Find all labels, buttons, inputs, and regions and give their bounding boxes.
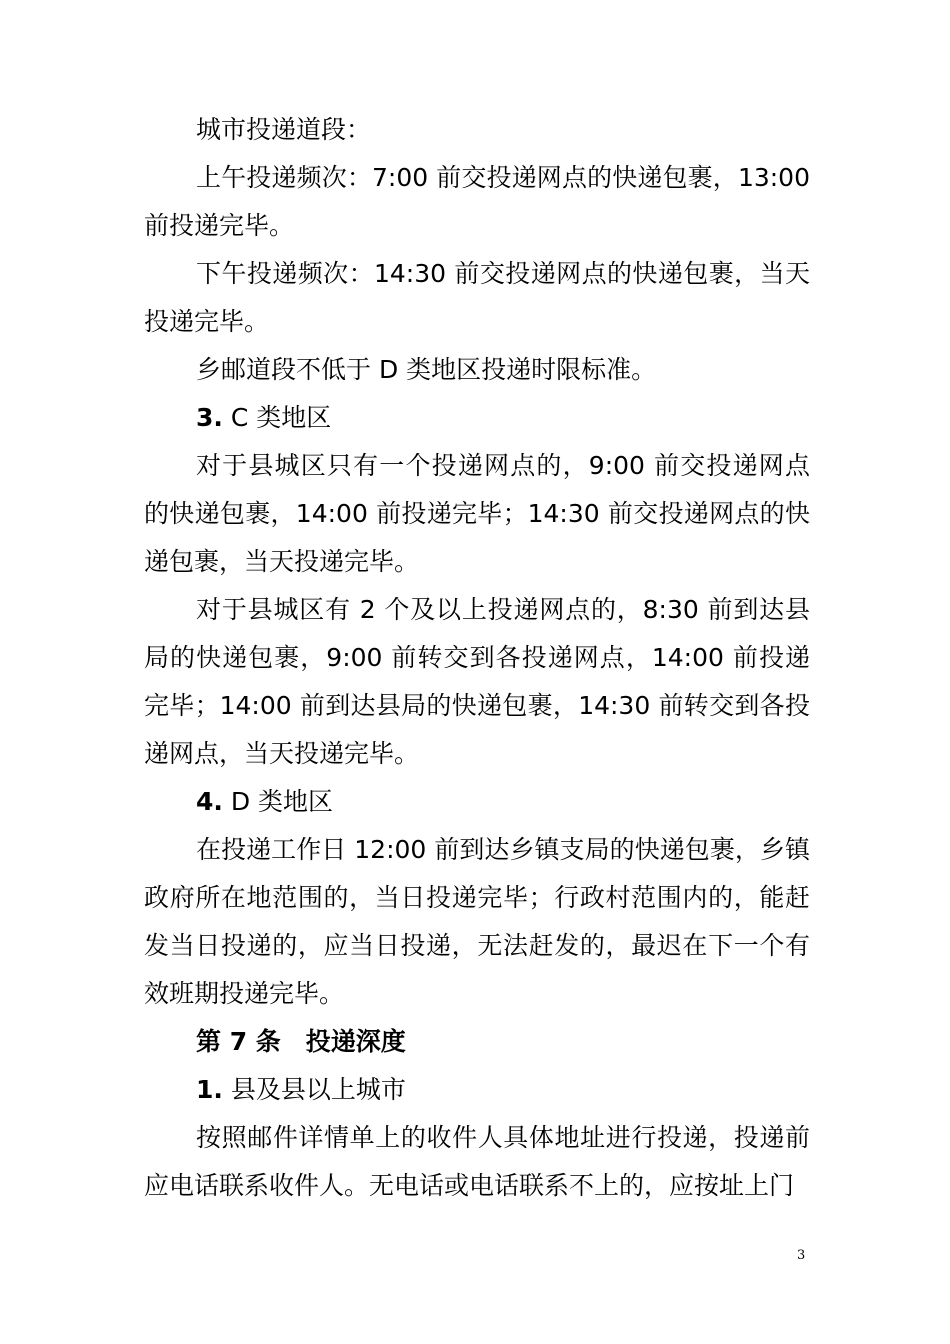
heading-number: 4.	[196, 787, 223, 816]
paragraph-text: 在投递工作日 12:00 前到达乡镇支局的快递包裹，乡镇政府所在地范围的，当日投递完毕；行政村范围内的，能赶发当日投递的，应当日投递，无法赶发的，最迟在下一个有效班期投递完毕。	[144, 835, 810, 1008]
heading-class-c-area	[144, 394, 810, 442]
heading-number: 3.	[196, 403, 223, 432]
article-title: 第 7 条 投递深度	[196, 1027, 406, 1056]
heading-text: C 类地区	[222, 403, 332, 432]
paragraph-text: 乡邮道段不低于 D 类地区投递时限标准。	[196, 355, 657, 384]
paragraph-text: 对于县城区只有一个投递网点的，9:00 前交投递网点的快递包裹，14:00 前投递完毕；14:30 前交投递网点的快递包裹，当天投递完毕。	[144, 451, 810, 576]
heading-number: 1.	[196, 1075, 223, 1104]
paragraph-text: 对于县城区有 2 个及以上投递网点的，8:30 前到达县局的快递包裹，9:00 前转交到各投递网点，14:00 前投递完毕；14:00 前到达县局的快递包裹，14:30 前转交到各投递网点，当天投递完毕。	[144, 595, 810, 768]
paragraph-text: 按照邮件详情单上的收件人具体地址进行投递，投递前应电话联系收件人。无电话或电话联系不上的，应按址上门	[144, 1123, 810, 1200]
heading-article-7	[144, 1018, 810, 1066]
paragraph-afternoon-frequency	[144, 250, 810, 346]
paragraph-multiple-outlets	[144, 586, 810, 778]
paragraph-rural-standard	[144, 346, 810, 394]
heading-text: 县及县以上城市	[222, 1075, 406, 1104]
paragraph-text: 下午投递频次：14:30 前交投递网点的快递包裹，当天投递完毕。	[144, 259, 810, 336]
paragraph-township-delivery	[144, 826, 810, 1018]
document-body	[144, 106, 810, 1210]
paragraph-text: 上午投递频次：7:00 前交投递网点的快递包裹，13:00 前投递完毕。	[144, 163, 810, 240]
paragraph-text: 城市投递道段：	[196, 115, 372, 144]
paragraph-morning-frequency	[144, 154, 810, 250]
page-number: 3	[797, 1248, 806, 1263]
paragraph-city-delivery-section	[144, 106, 810, 154]
paragraph-delivery-by-address	[144, 1114, 810, 1210]
heading-class-d-area	[144, 778, 810, 826]
heading-county-and-above	[144, 1066, 810, 1114]
paragraph-single-outlet	[144, 442, 810, 586]
heading-text: D 类地区	[222, 787, 334, 816]
